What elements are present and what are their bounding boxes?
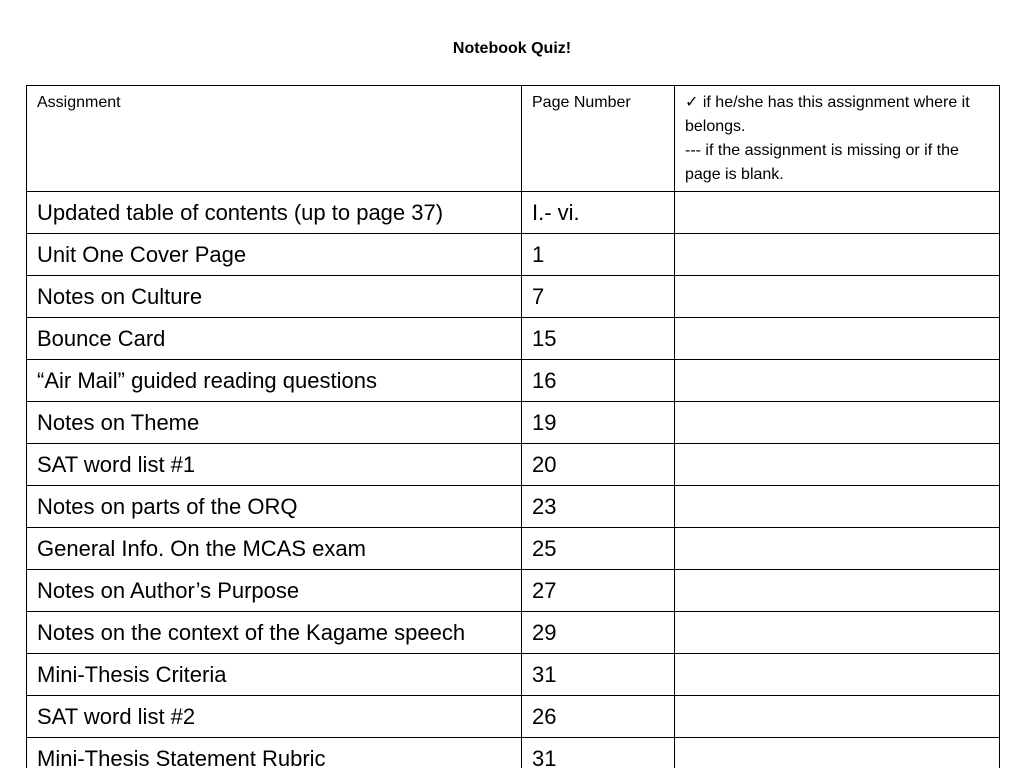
assignment-cell: Notes on Author’s Purpose <box>27 570 522 612</box>
table-header-row <box>27 86 1000 192</box>
page-number-cell: 16 <box>522 360 675 402</box>
check-cell[interactable] <box>675 192 1000 234</box>
check-cell[interactable] <box>675 234 1000 276</box>
assignment-cell: Notes on Theme <box>27 402 522 444</box>
page-number-cell: 25 <box>522 528 675 570</box>
assignment-cell: SAT word list #2 <box>27 696 522 738</box>
check-cell[interactable] <box>675 402 1000 444</box>
assignment-cell: Notes on the context of the Kagame speech <box>27 612 522 654</box>
assignment-cell: Notes on Culture <box>27 276 522 318</box>
page-number-cell: 29 <box>522 612 675 654</box>
check-cell[interactable] <box>675 612 1000 654</box>
assignment-cell: Notes on parts of the ORQ <box>27 486 522 528</box>
page-number-cell: 31 <box>522 738 675 768</box>
page-number-cell: 20 <box>522 444 675 486</box>
check-cell[interactable] <box>675 318 1000 360</box>
check-cell[interactable] <box>675 486 1000 528</box>
check-cell[interactable] <box>675 570 1000 612</box>
table-row <box>27 486 1000 528</box>
page-title: Notebook Quiz! <box>452 40 572 57</box>
check-cell[interactable] <box>675 738 1000 768</box>
notebook-quiz-table <box>26 85 1000 768</box>
check-cell[interactable] <box>675 696 1000 738</box>
page-number-cell: 1 <box>522 234 675 276</box>
header-check-instructions <box>675 86 1000 192</box>
table-row <box>27 570 1000 612</box>
page-number-cell: 26 <box>522 696 675 738</box>
table-row <box>27 360 1000 402</box>
assignment-cell: Mini-Thesis Criteria <box>27 654 522 696</box>
table-row <box>27 444 1000 486</box>
check-cell[interactable] <box>675 444 1000 486</box>
table-row <box>27 696 1000 738</box>
page-number-cell: 7 <box>522 276 675 318</box>
table-row <box>27 528 1000 570</box>
table-row <box>27 318 1000 360</box>
page-number-cell: 31 <box>522 654 675 696</box>
header-page-number: Page Number <box>522 86 675 192</box>
table-row <box>27 192 1000 234</box>
table-row <box>27 402 1000 444</box>
assignment-cell: Mini-Thesis Statement Rubric <box>27 738 522 768</box>
check-cell[interactable] <box>675 654 1000 696</box>
assignment-cell: Bounce Card <box>27 318 522 360</box>
page-number-cell: 15 <box>522 318 675 360</box>
assignment-cell: General Info. On the MCAS exam <box>27 528 522 570</box>
check-instruction-missing: --- if the assignment is missing or if the page is blank. <box>685 142 959 183</box>
assignment-cell: Unit One Cover Page <box>27 234 522 276</box>
page-number-cell: 27 <box>522 570 675 612</box>
page-number-cell: 23 <box>522 486 675 528</box>
header-assignment: Assignment <box>27 86 522 192</box>
check-instruction-present: ✓ if he/she has this assignment where it belongs. <box>685 94 970 135</box>
table-row <box>27 234 1000 276</box>
table-row <box>27 276 1000 318</box>
check-cell[interactable] <box>675 360 1000 402</box>
page-number-cell: 19 <box>522 402 675 444</box>
table-row <box>27 654 1000 696</box>
assignment-cell: SAT word list #1 <box>27 444 522 486</box>
table-row <box>27 612 1000 654</box>
table-row <box>27 738 1000 768</box>
assignment-cell: Updated table of contents (up to page 37) <box>27 192 522 234</box>
check-cell[interactable] <box>675 276 1000 318</box>
page-number-cell: I.- vi. <box>522 192 675 234</box>
check-cell[interactable] <box>675 528 1000 570</box>
assignment-cell: “Air Mail” guided reading questions <box>27 360 522 402</box>
